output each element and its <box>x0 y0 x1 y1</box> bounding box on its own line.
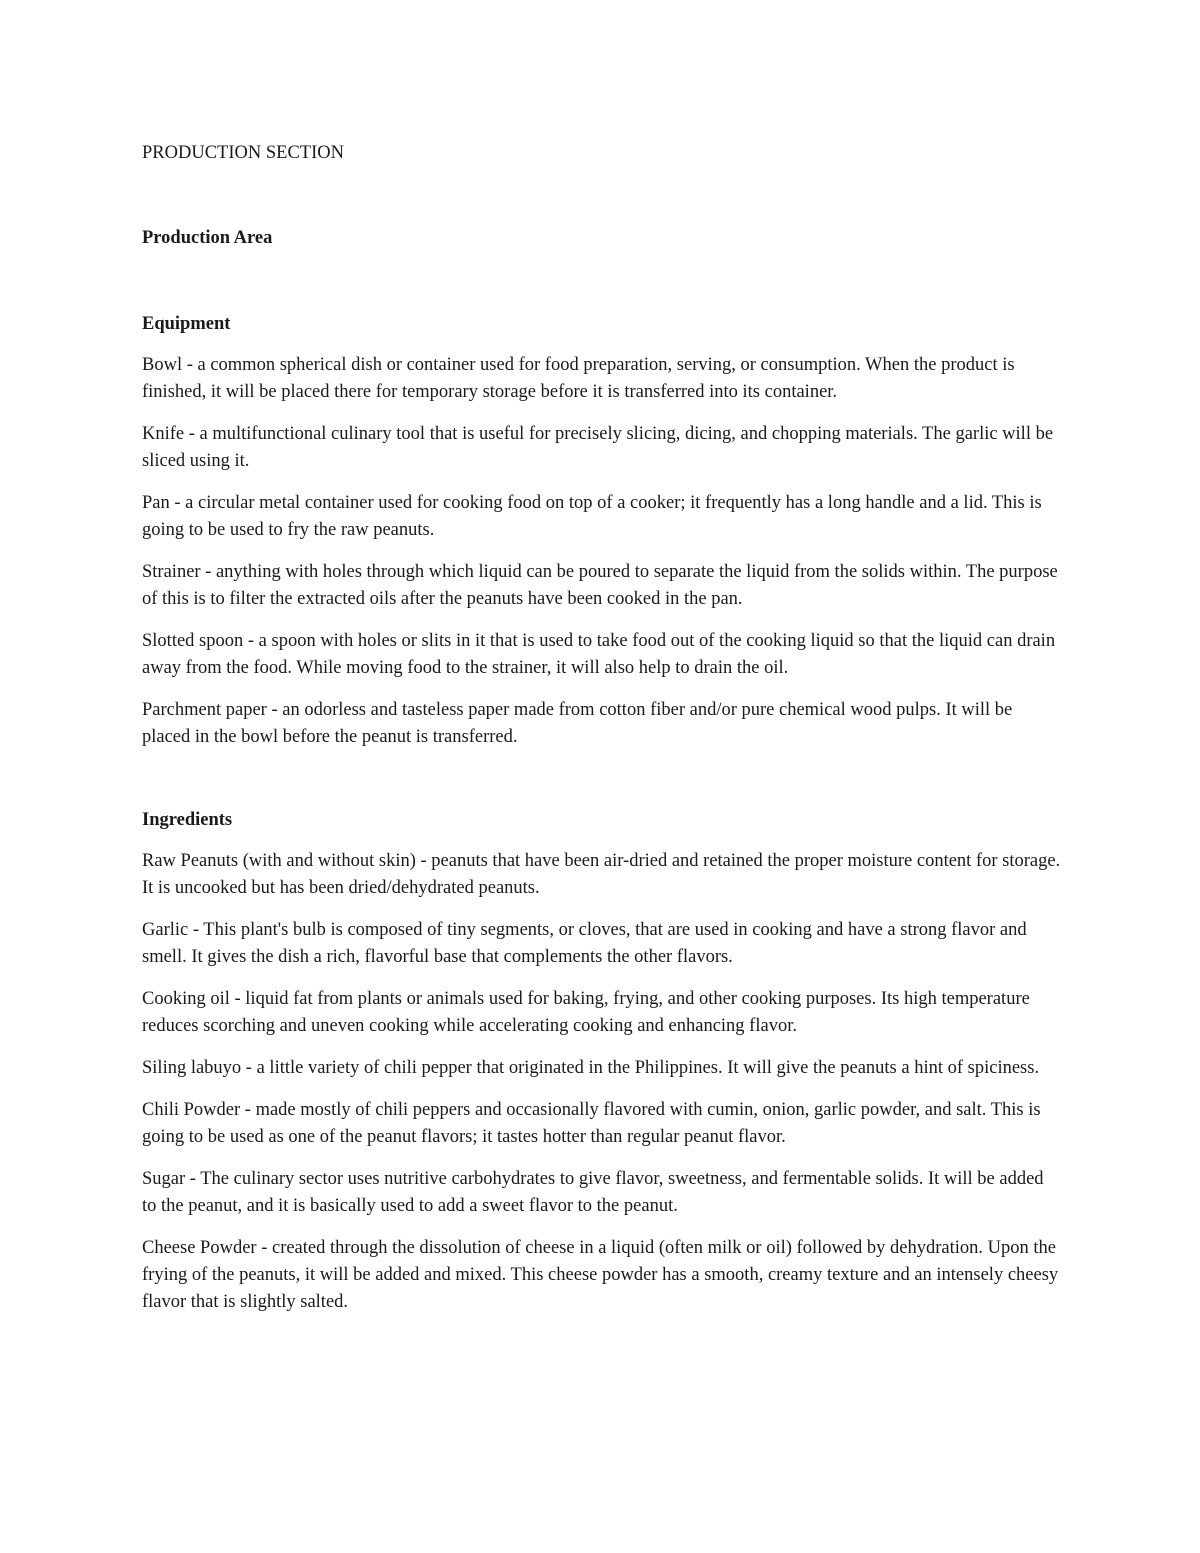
equipment-list <box>142 352 1062 751</box>
document-title: PRODUCTION SECTION <box>142 143 344 163</box>
equipment-item-slotted-spoon: Slotted spoon - a spoon with holes or slits in it that is used to take food out of the cooking liquid so that the liquid can drain away from the food. While moving food to the strainer, it will also help to drain the oil. <box>142 631 1056 678</box>
ingredient-item-cheese-powder: Cheese Powder - created through the dissolution of cheese in a liquid (often milk or oil) followed by dehydration. Upon the frying of the peanuts, it will be added and mixed. This cheese powder has a smooth, creamy texture and an intensely cheesy flavor that is slightly salted. <box>142 1238 1059 1312</box>
equipment-item-pan: Pan - a circular metal container used for cooking food on top of a cooker; it frequently has a long handle and a lid. This is going to be used to fry the raw peanuts. <box>142 493 1042 540</box>
equipment-item-knife: Knife - a multifunctional culinary tool that is useful for precisely slicing, dicing, and chopping materials. The garlic will be sliced using it. <box>142 424 1054 471</box>
ingredient-item-chili-powder: Chili Powder - made mostly of chili peppers and occasionally flavored with cumin, onion, garlic powder, and salt. This is going to be used as one of the peanut flavors; it tastes hotter than regular peanut flavor. <box>142 1100 1041 1147</box>
equipment-item-bowl: Bowl - a common spherical dish or container used for food preparation, serving, or consumption. When the product is finished, it will be placed there for temporary storage before it is transferred into its container. <box>142 355 1015 402</box>
ingredient-item-siling-labuyo: Siling labuyo - a little variety of chili pepper that originated in the Philippines. It will give the peanuts a hint of spiciness. <box>142 1058 1040 1078</box>
equipment-item-parchment-paper: Parchment paper - an odorless and tasteless paper made from cotton fiber and/or pure chemical wood pulps. It will be placed in the bowl before the peanut is transferred. <box>142 700 1013 747</box>
ingredient-item-cooking-oil: Cooking oil - liquid fat from plants or animals used for baking, frying, and other cooking purposes. Its high temperature reduces scorching and uneven cooking while accelerating cooking and enhancing flavor. <box>142 989 1030 1036</box>
equipment-item-strainer: Strainer - anything with holes through which liquid can be poured to separate the liquid from the solids within. The purpose of this is to filter the extracted oils after the peanuts have been cooked in the pan. <box>142 562 1058 609</box>
production-area-heading: Production Area <box>142 228 273 248</box>
equipment-heading: Equipment <box>142 314 231 334</box>
document-page <box>142 140 1062 1316</box>
ingredient-item-garlic: Garlic - This plant's bulb is composed of tiny segments, or cloves, that are used in cooking and have a strong flavor and smell. It gives the dish a rich, flavorful base that complements the other flavors. <box>142 920 1027 967</box>
ingredient-item-raw-peanuts: Raw Peanuts (with and without skin) - peanuts that have been air-dried and retained the proper moisture content for storage. It is uncooked but has been dried/dehydrated peanuts. <box>142 851 1061 898</box>
ingredient-item-sugar: Sugar - The culinary sector uses nutritive carbohydrates to give flavor, sweetness, and fermentable solids. It will be added to the peanut, and it is basically used to add a sweet flavor to the peanut. <box>142 1169 1044 1216</box>
ingredients-list <box>142 848 1062 1316</box>
ingredients-heading: Ingredients <box>142 810 233 830</box>
